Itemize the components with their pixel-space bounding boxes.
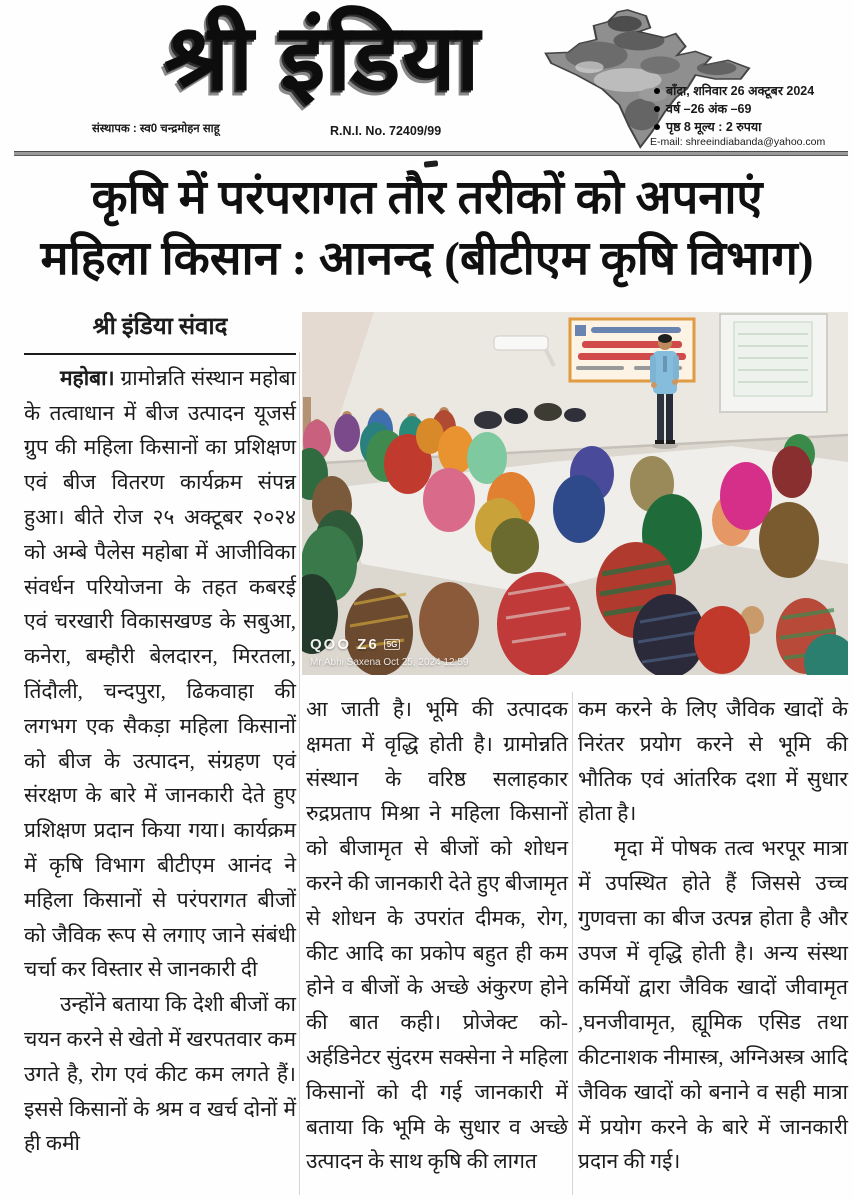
email-line: E-mail: shreeindiabanda@yahoo.com [650,136,826,148]
headline-line2: महिला किसान : आनन्द (बीटीएम कृषि विभाग) [40,233,814,285]
column-divider-1 [299,352,300,1195]
bullet-dot-icon [654,88,660,94]
column-2 [306,692,568,1179]
paragraph: आ जाती है। भूमि की उत्पादक क्षमता में वृद्धि होती है। ग्रामोन्नति संस्थान के वरिष्ठ सलाहकार रुद्रप्रताप मिश्रा ने महिला किसानों को बीजामृत से बीजों को शोधन करने की जानकारी देते हुए बीजामृत से शोधन के उपरांत दीमक, रोग, कीट आदि का प्रकोप बहुत ही कम होने व बीजों के अच्छे अंकुरण होने की बात कही। प्रोजेक्ट को-अर्हडिनेटर सुंदरम सक्सेना ने महिला किसानों को दी गई जानकारी में बताया कि भूमि के सुधार व अच्छे उत्पादन के साथ कृषि की लागत [306,697,568,1174]
byline: श्री इंडिया संवाद [24,306,296,355]
photo-watermark-caption: Mr Abhi Saxena Oct 25, 2024 12:59 [310,657,469,668]
ink-mark [424,160,439,167]
article-headline [0,168,854,290]
column-divider-2 [572,692,573,1195]
paragraph: महोबा। ग्रामोन्नति संस्थान महोबा के तत्वाधान में बीज उत्पादन यूजर्स ग्रुप की महिला किसानों का प्रशिक्षण एवं बीज वितरण कार्यक्रम संपन्न हुआ। बीते रोज २५ अक्टूबर २०२४ को अम्बे पैलेस महोबा में आजीविका संवर्धन परियोजना के तहत कबरई एवं चरखारी विकासखण्ड के सबुआ, कनेरा, बम्हौरी बेलदारन, मिरतला, तिंदौली, चन्दपुरा, ढिकवाहा की लगभग एक सैकड़ा महिला किसानों को बीज के उत्पादन, संग्रहण एवं संरक्षण के बारे में जानकारी देते हुए प्रशिक्षण प्रदान किया गया। कार्यक्रम में कृषि विभाग बीटीएम आनंद ने महिला किसानों से परंपरागत बीजों को जैविक रूप से लगाए जाने संबंधी चर्चा कर विस्तार से जानकारी दी [24,365,296,982]
bullet-dot-icon [654,124,660,130]
photo-illustration [302,312,848,675]
column-1 [24,306,296,1161]
issue-pages-price: पृष्ठ 8 मूल्य : 2 रुपया [654,118,814,136]
paragraph: उन्होंने बताया कि देशी बीजों का चयन करने से खेतो में खरपतवार कम उगते है, रोग एवं कीट कम लगते हैं। इससे किसानों के श्रम व खर्च दोनों में ही कमी [24,992,296,1156]
paragraph: मृदा में पोषक तत्व भरपूर मात्रा में उपस्थित होते हैं जिससे उच्च गुणवत्ता का बीज उत्पन्न होता है और उपज में वृद्धि होती है। अन्य संस्था कर्मियों द्वारा जैविक खादों जीवामृत ,घनजीवामृत, ह्यूमिक एसिड तथा कीटनाशक नीमास्त्र, अग्निअस्त्र आदि जैविक खादों को बनाने व सही मात्रा में प्रयोग करने के बारे में जानकारी प्रदान की गई। [578,836,848,1174]
headline-line1: कृषि में परंपरागत तौर तरीकों को अपनाएं [91,172,763,224]
founder-line: संस्थापक : स्व0 चन्द्रमोहन साहू [92,123,220,135]
photo-watermark-device: QOO Z6 5G [310,636,400,653]
masthead-divider [14,151,848,156]
issue-info-list [654,82,814,136]
paragraph: कम करने के लिए जैविक खादों के निरंतर प्रयोग करने से भूमि की भौतिक एवं आंतरिक दशा में सुधार होता है। [578,697,848,826]
bullet-dot-icon [654,106,660,112]
dateline: महोबा। [60,365,115,390]
article-photo [302,312,848,675]
newspaper-title: श्री इंडिया [164,7,482,109]
rni-number: R.N.I. No. 72409/99 [330,124,442,138]
issue-date: बाँदा, शनिवार 26 अक्टूबर 2024 [654,82,814,100]
5g-badge: 5G [384,639,401,650]
issue-volume: वर्ष –26 अंक –69 [654,100,814,118]
column-3 [578,692,848,1179]
